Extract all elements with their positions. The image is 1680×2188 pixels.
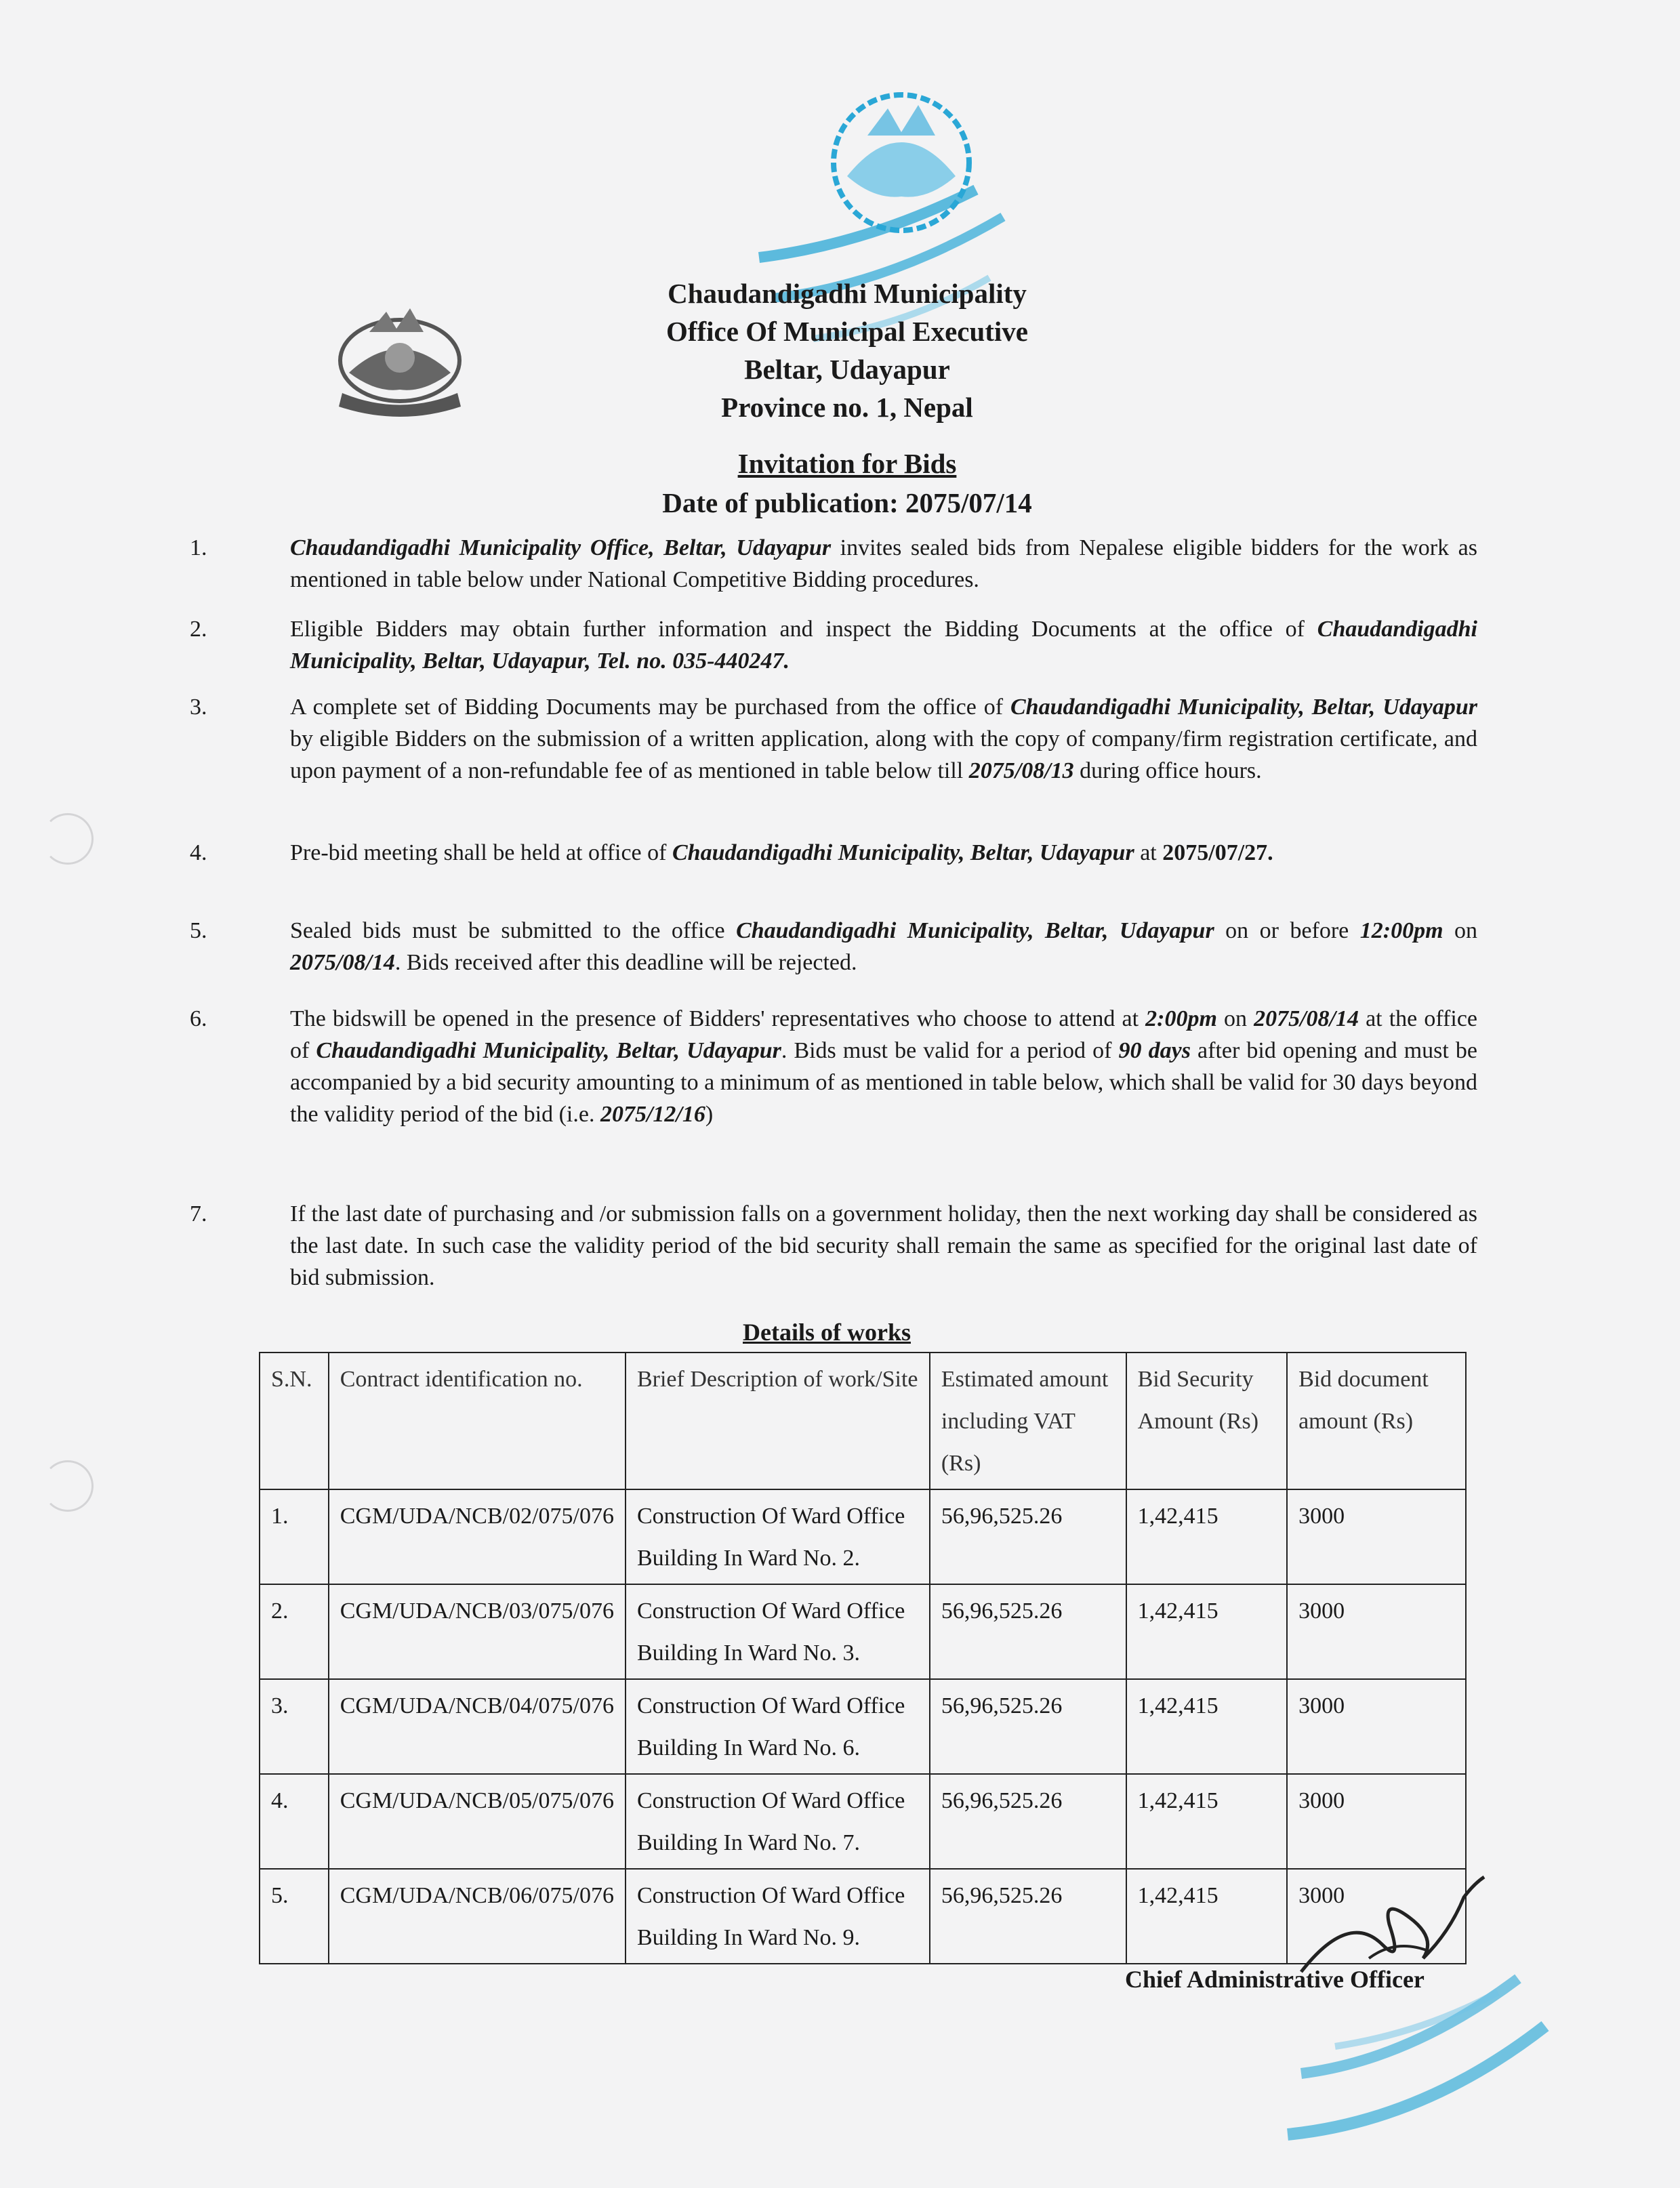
cell-sn: 3.: [260, 1679, 329, 1774]
paragraph-segment: during office hours.: [1073, 758, 1262, 783]
table-row: [260, 1489, 1466, 1584]
paragraph-number: 3.: [190, 695, 207, 720]
paragraph-segment: on or before: [1214, 918, 1360, 943]
paragraph-segment: . Bids must be valid for a period of: [781, 1038, 1119, 1063]
signatory-title: Chief Administrative Officer: [1125, 1966, 1425, 1993]
paragraph-segment: Eligible Bidders may obtain further information and inspect the Bidding Documents at the office of: [290, 617, 1317, 642]
cell-sn: 2.: [260, 1584, 329, 1679]
paragraph-text: [290, 532, 1477, 596]
paragraph-segment: Chaudandigadhi Municipality, Beltar, Udayapur: [1010, 695, 1477, 720]
office-location: Beltar, Udayapur: [744, 354, 950, 385]
cell-estimated-amount: 56,96,525.26: [930, 1489, 1126, 1584]
punch-hole: [42, 813, 94, 865]
cell-contract-id: CGM/UDA/NCB/03/075/076: [329, 1584, 626, 1679]
cell-estimated-amount: 56,96,525.26: [930, 1584, 1126, 1679]
paragraph-segment: 12:00pm: [1359, 918, 1443, 943]
header-contract-id: Contract identification no.: [329, 1353, 626, 1489]
paragraph-segment: 2:00pm: [1145, 1006, 1217, 1031]
works-table: [259, 1352, 1467, 1964]
notice-title-block: [583, 444, 1111, 522]
paragraph-segment: at: [1134, 840, 1163, 865]
cell-bid-document: 3000: [1287, 1774, 1466, 1869]
publication-date: Date of publication: 2075/07/14: [662, 487, 1032, 518]
paragraph-segment: Chaudandigadhi Municipality, Beltar, Udayapur: [316, 1038, 781, 1063]
paragraph-segment: If the last date of purchasing and /or submission falls on a government holiday, then the next working day shall be considered as the last date. In such case the validity period of the bid security shall remain the same as specified for the original last date of bid submission.: [290, 1201, 1477, 1290]
cell-bid-document: 3000: [1287, 1489, 1466, 1584]
notice-title: Invitation for Bids: [737, 448, 957, 479]
cell-bid-document: 3000: [1287, 1584, 1466, 1679]
cell-bid-security: 1,42,415: [1126, 1869, 1287, 1964]
paragraph-segment: ): [705, 1102, 714, 1127]
paragraph-segment: Chaudandigadhi Municipality Office, Beltar, Udayapur: [290, 535, 832, 560]
paragraph-segment: 2075/08/14: [1254, 1006, 1359, 1031]
cell-description: Construction Of Ward Office Building In Ward No. 3.: [626, 1584, 930, 1679]
punch-hole: [42, 1460, 94, 1512]
paragraph-segment: . Bids received after this deadline will be rejected.: [394, 950, 857, 975]
paragraph-text: [290, 691, 1477, 787]
paragraph-segment: after bid opening and must be accompanied by a bid security amounting to a minimum of as mentioned in table below, which shall be valid for 30 days beyond the validity period of the bid (i.e.: [290, 1038, 1477, 1127]
paragraph-number: 1.: [190, 535, 207, 560]
cell-bid-security: 1,42,415: [1126, 1584, 1287, 1679]
paragraph-segment: 2075/08/14: [290, 950, 395, 975]
municipality-name: Chaudandigadhi Municipality: [668, 278, 1027, 309]
officer-stamp-icon: [1274, 1952, 1559, 2148]
paragraph-segment: invites sealed bids from Nepalese eligible bidders for the work as mentioned in table below under National Competitive Bidding procedures.: [290, 535, 1477, 592]
paragraph-number: 2.: [190, 617, 207, 642]
cell-bid-document: 3000: [1287, 1869, 1466, 1964]
paragraph-segment: on: [1216, 1006, 1254, 1031]
paragraph-segment: at the office of: [290, 1006, 1478, 1063]
cell-description: Construction Of Ward Office Building In Ward No. 9.: [626, 1869, 930, 1964]
paragraph-text: [290, 1198, 1477, 1294]
cell-contract-id: CGM/UDA/NCB/04/075/076: [329, 1679, 626, 1774]
paragraph-segment: Chaudandigadhi Municipality, Beltar, Udayapur: [672, 840, 1134, 865]
header-bid-document: Bid document amount (Rs): [1287, 1353, 1466, 1489]
table-row: [260, 1774, 1466, 1869]
cell-bid-security: 1,42,415: [1126, 1679, 1287, 1774]
paragraph-segment: 2075/08/13: [968, 758, 1074, 783]
header-bid-security: Bid Security Amount (Rs): [1126, 1353, 1287, 1489]
paragraph-number: 4.: [190, 840, 207, 865]
paragraph-segment: by eligible Bidders on the submission of a written application, along with the copy of company/firm registration certificate, and upon payment of a non-refundable fee of as mentioned in table below till: [290, 726, 1477, 783]
cell-contract-id: CGM/UDA/NCB/06/075/076: [329, 1869, 626, 1964]
paragraph-segment: Chaudandigadhi Municipality, Beltar, Udayapur, Tel. no. 035-440247.: [290, 617, 1477, 674]
paragraph-text: [290, 1003, 1477, 1130]
cell-description: Construction Of Ward Office Building In Ward No. 7.: [626, 1774, 930, 1869]
cell-sn: 5.: [260, 1869, 329, 1964]
cell-bid-security: 1,42,415: [1126, 1489, 1287, 1584]
header-sn: S.N.: [260, 1353, 329, 1489]
table-title: Details of works: [743, 1319, 911, 1346]
paragraph-number: 5.: [190, 918, 207, 943]
table-row: [260, 1869, 1466, 1964]
paragraph-segment: 2075/12/16: [600, 1102, 705, 1127]
cell-bid-document: 3000: [1287, 1679, 1466, 1774]
paragraph-segment: 90 days: [1118, 1038, 1191, 1063]
office-province: Province no. 1, Nepal: [721, 392, 973, 423]
paragraph-text: [290, 915, 1477, 978]
paragraph-segment: Chaudandigadhi Municipality, Beltar, Udayapur: [736, 918, 1214, 943]
cell-sn: 1.: [260, 1489, 329, 1584]
cell-estimated-amount: 56,96,525.26: [930, 1869, 1126, 1964]
paragraph-segment: Sealed bids must be submitted to the office: [290, 918, 737, 943]
paragraph-segment: 2075/07/27.: [1162, 840, 1273, 865]
office-header: [583, 274, 1111, 426]
cell-description: Construction Of Ward Office Building In Ward No. 2.: [626, 1489, 930, 1584]
paragraph-text: [290, 613, 1477, 677]
table-row: [260, 1679, 1466, 1774]
cell-description: Construction Of Ward Office Building In Ward No. 6.: [626, 1679, 930, 1774]
cell-sn: 4.: [260, 1774, 329, 1869]
paragraph-segment: A complete set of Bidding Documents may be purchased from the office of: [290, 695, 1010, 720]
nepal-emblem-icon: [322, 298, 478, 420]
cell-estimated-amount: 56,96,525.26: [930, 1774, 1126, 1869]
table-row: [260, 1584, 1466, 1679]
paragraph-number: 7.: [190, 1201, 207, 1226]
paragraph-number: 6.: [190, 1006, 207, 1031]
table-header-row: [260, 1353, 1466, 1489]
header-estimated-amount: Estimated amount including VAT (Rs): [930, 1353, 1126, 1489]
office-name: Office Of Municipal Executive: [665, 316, 1029, 347]
paragraph-segment: Pre-bid meeting shall be held at office of: [290, 840, 672, 865]
paragraph-segment: on: [1443, 918, 1478, 943]
cell-contract-id: CGM/UDA/NCB/02/075/076: [329, 1489, 626, 1584]
header-description: Brief Description of work/Site: [626, 1353, 930, 1489]
paragraph-text: [290, 837, 1477, 869]
paragraph-segment: The bidswill be opened in the presence of Bidders' representatives who choose to attend at: [290, 1006, 1146, 1031]
cell-bid-security: 1,42,415: [1126, 1774, 1287, 1869]
cell-estimated-amount: 56,96,525.26: [930, 1679, 1126, 1774]
cell-contract-id: CGM/UDA/NCB/05/075/076: [329, 1774, 626, 1869]
